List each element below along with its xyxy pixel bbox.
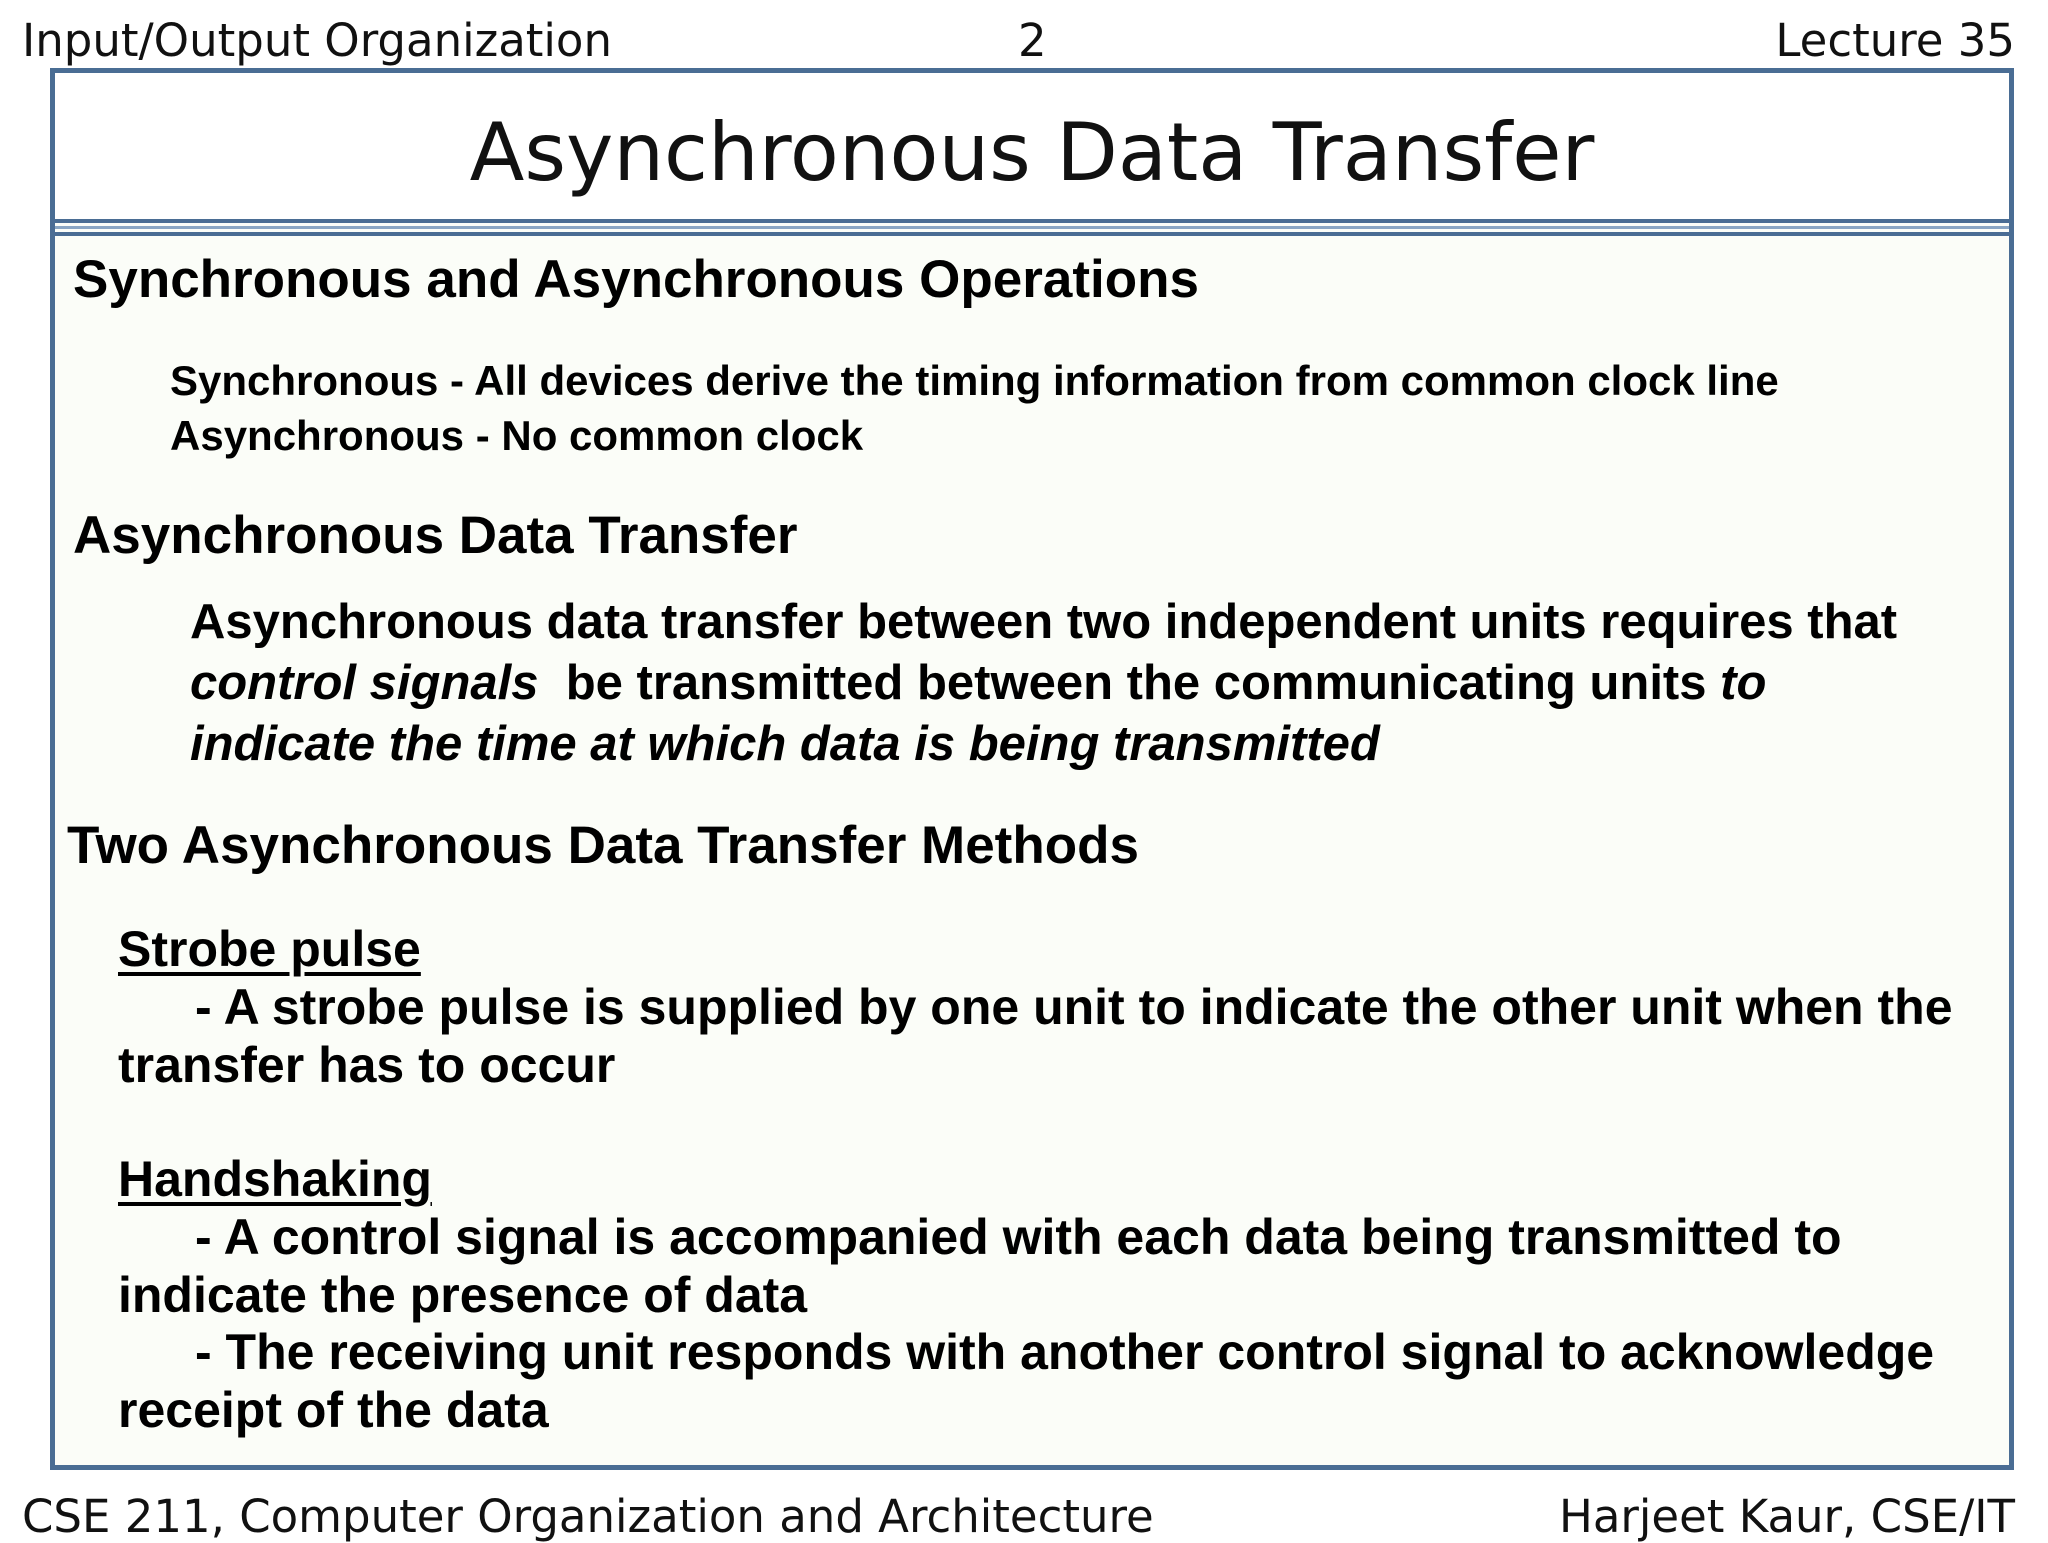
indicate-time-emphasis: indicate the time at which data is being transmitted	[190, 717, 1380, 771]
control-signals-emphasis: control signals	[190, 656, 539, 710]
section-heading-sync-async: Synchronous and Asynchronous Operations	[73, 250, 1199, 309]
async-transfer-line-2	[190, 655, 1766, 711]
async-definition: Asynchronous - No common clock	[170, 412, 864, 459]
footer-author: Harjeet Kaur, CSE/IT	[1559, 1490, 2015, 1543]
async-transfer-line-2-text: be transmitted between the communicating units	[538, 656, 1721, 710]
slide-title: Asynchronous Data Transfer	[469, 106, 1595, 199]
async-transfer-line-1: Asynchronous data transfer between two independent units requires that	[190, 595, 1898, 649]
section-heading-methods: Two Asynchronous Data Transfer Methods	[67, 816, 1139, 875]
async-transfer-line-3	[190, 716, 1380, 772]
footer-course-name: CSE 211, Computer Organization and Architecture	[22, 1490, 1154, 1543]
slide-frame	[50, 68, 2014, 1470]
strobe-pulse-line-2: transfer has to occur	[118, 1037, 616, 1093]
handshaking-line-3: - The receiving unit responds with another control signal to acknowledge	[195, 1324, 1935, 1380]
handshaking-line-4: receipt of the data	[118, 1382, 549, 1438]
section-heading-async-transfer: Asynchronous Data Transfer	[73, 506, 798, 565]
handshaking-line-2: indicate the presence of data	[118, 1267, 808, 1323]
sync-definition: Synchronous - All devices derive the timing information from common clock line	[170, 357, 1779, 404]
strobe-pulse-title: Strobe pulse	[118, 921, 421, 977]
header-page-number: 2	[1018, 14, 1047, 67]
title-divider-bottom	[55, 232, 2009, 236]
title-divider-top	[55, 219, 2009, 223]
title-band	[55, 73, 2009, 219]
header-lecture-number: Lecture 35	[1775, 14, 2015, 67]
header-course-topic: Input/Output Organization	[22, 14, 612, 67]
strobe-pulse-line-1: - A strobe pulse is supplied by one unit to indicate the other unit when the	[195, 979, 1953, 1035]
handshaking-title: Handshaking	[118, 1151, 432, 1207]
title-divider-mid	[55, 226, 2009, 229]
to-emphasis: to	[1720, 656, 1767, 710]
handshaking-line-1: - A control signal is accompanied with each data being transmitted to	[195, 1209, 1842, 1265]
